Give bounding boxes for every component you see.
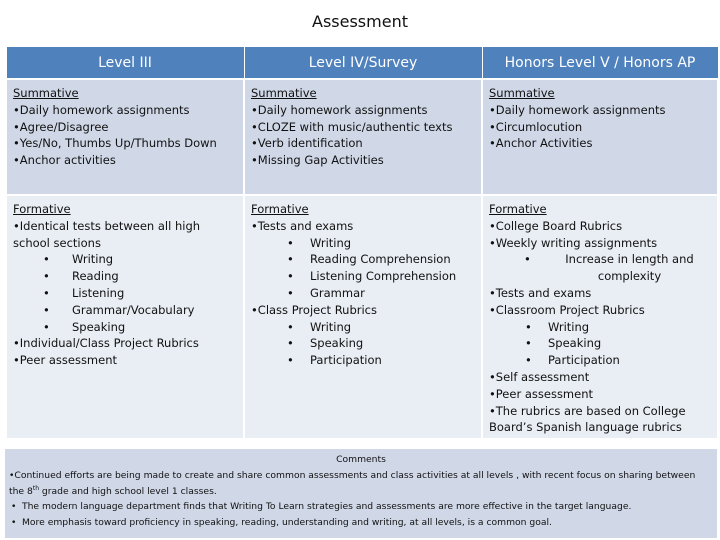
list-item: •Individual/Class Project Rubrics (13, 336, 199, 351)
comment-line: • More emphasis toward proficiency in speaking, reading, understanding and writing, at all levels, is a common goal. (9, 515, 713, 531)
sub-item: • Listening Comprehension (251, 268, 475, 285)
sub-item: • Grammar/Vocabulary (13, 302, 237, 319)
summative-level-4 (244, 79, 482, 195)
comment-line: • The modern language department finds that Writing To Learn strategies and assessments are more effective in the target language. (9, 499, 713, 515)
comments-heading: Comments (336, 454, 386, 465)
sub-item: • Speaking (13, 319, 237, 336)
list-item: •Anchor activities (13, 153, 116, 168)
list-item: •Daily homework assignments (13, 102, 190, 117)
list-item: •Identical tests between all high school sections (13, 218, 201, 250)
list-item: •Peer assessment (489, 386, 594, 401)
list-item: •Circumlocution (489, 119, 583, 134)
formative-label: Formative (251, 202, 309, 216)
sub-item: • Writing (13, 251, 237, 268)
sub-item: • Writing (251, 319, 475, 336)
summative-label: Summative (251, 86, 317, 100)
list-item: •Class Project Rubrics (251, 302, 377, 317)
comment-text: grade and high school level 1 classes. (39, 485, 217, 497)
sub-item: • Increase in length and complexity (489, 251, 711, 285)
sub-item: • Speaking (489, 335, 711, 352)
list-item: •Tests and exams (489, 285, 592, 300)
list-item: •Daily homework assignments (251, 102, 428, 117)
header-honors: Honors Level V / Honors AP (482, 47, 718, 80)
sub-item: • Listening (13, 285, 237, 302)
list-item: •Classroom Project Rubrics (489, 302, 645, 317)
list-item: •Yes/No, Thumbs Up/Thumbs Down (13, 136, 217, 151)
list-item: •CLOZE with music/authentic texts (251, 119, 453, 134)
list-item: •Agree/Disagree (13, 119, 109, 134)
summative-honors (482, 79, 718, 195)
formative-level-4 (244, 195, 482, 438)
list-item: •The rubrics are based on College Board’s Spanish language rubrics (489, 403, 686, 435)
summative-level-3 (6, 79, 244, 195)
comment-line (9, 468, 713, 500)
list-item: •Verb identification (251, 136, 363, 151)
header-level-3: Level III (6, 47, 244, 80)
sub-item: • Participation (489, 352, 711, 369)
list-item: •Weekly writing assignments (489, 235, 658, 250)
list-item: •Self assessment (489, 369, 590, 384)
list-item: •Anchor Activities (489, 136, 593, 151)
sub-item: • Grammar (251, 285, 475, 302)
formative-label: Formative (13, 202, 71, 216)
comment-text: •Continued efforts are being made to create and share common assessments and class activities at all levels , with recent focus on sharing between the 8 (9, 469, 696, 497)
ordinal-suffix: th (32, 484, 39, 492)
list-item: •Daily homework assignments (489, 102, 666, 117)
summative-label: Summative (489, 86, 555, 100)
sub-item: • Reading (13, 268, 237, 285)
header-row (6, 47, 718, 80)
sub-item: • Speaking (251, 335, 475, 352)
list-item: •Peer assessment (13, 353, 118, 368)
comments-box (5, 449, 717, 538)
sub-item: • Writing (489, 319, 711, 336)
summative-row (6, 79, 718, 195)
list-item: •Tests and exams (251, 218, 354, 233)
summative-label: Summative (13, 86, 79, 100)
sub-item: • Reading Comprehension (251, 251, 475, 268)
formative-row (6, 195, 718, 438)
sub-item: • Writing (251, 235, 475, 252)
formative-honors (482, 195, 718, 438)
header-level-4: Level IV/Survey (244, 47, 482, 80)
sub-item: • Participation (251, 352, 475, 369)
list-item: •Missing Gap Activities (251, 153, 384, 168)
assessment-table (5, 46, 719, 438)
list-item: •College Board Rubrics (489, 218, 623, 233)
formative-level-3 (6, 195, 244, 438)
formative-label: Formative (489, 202, 547, 216)
page-title: Assessment (312, 12, 408, 31)
